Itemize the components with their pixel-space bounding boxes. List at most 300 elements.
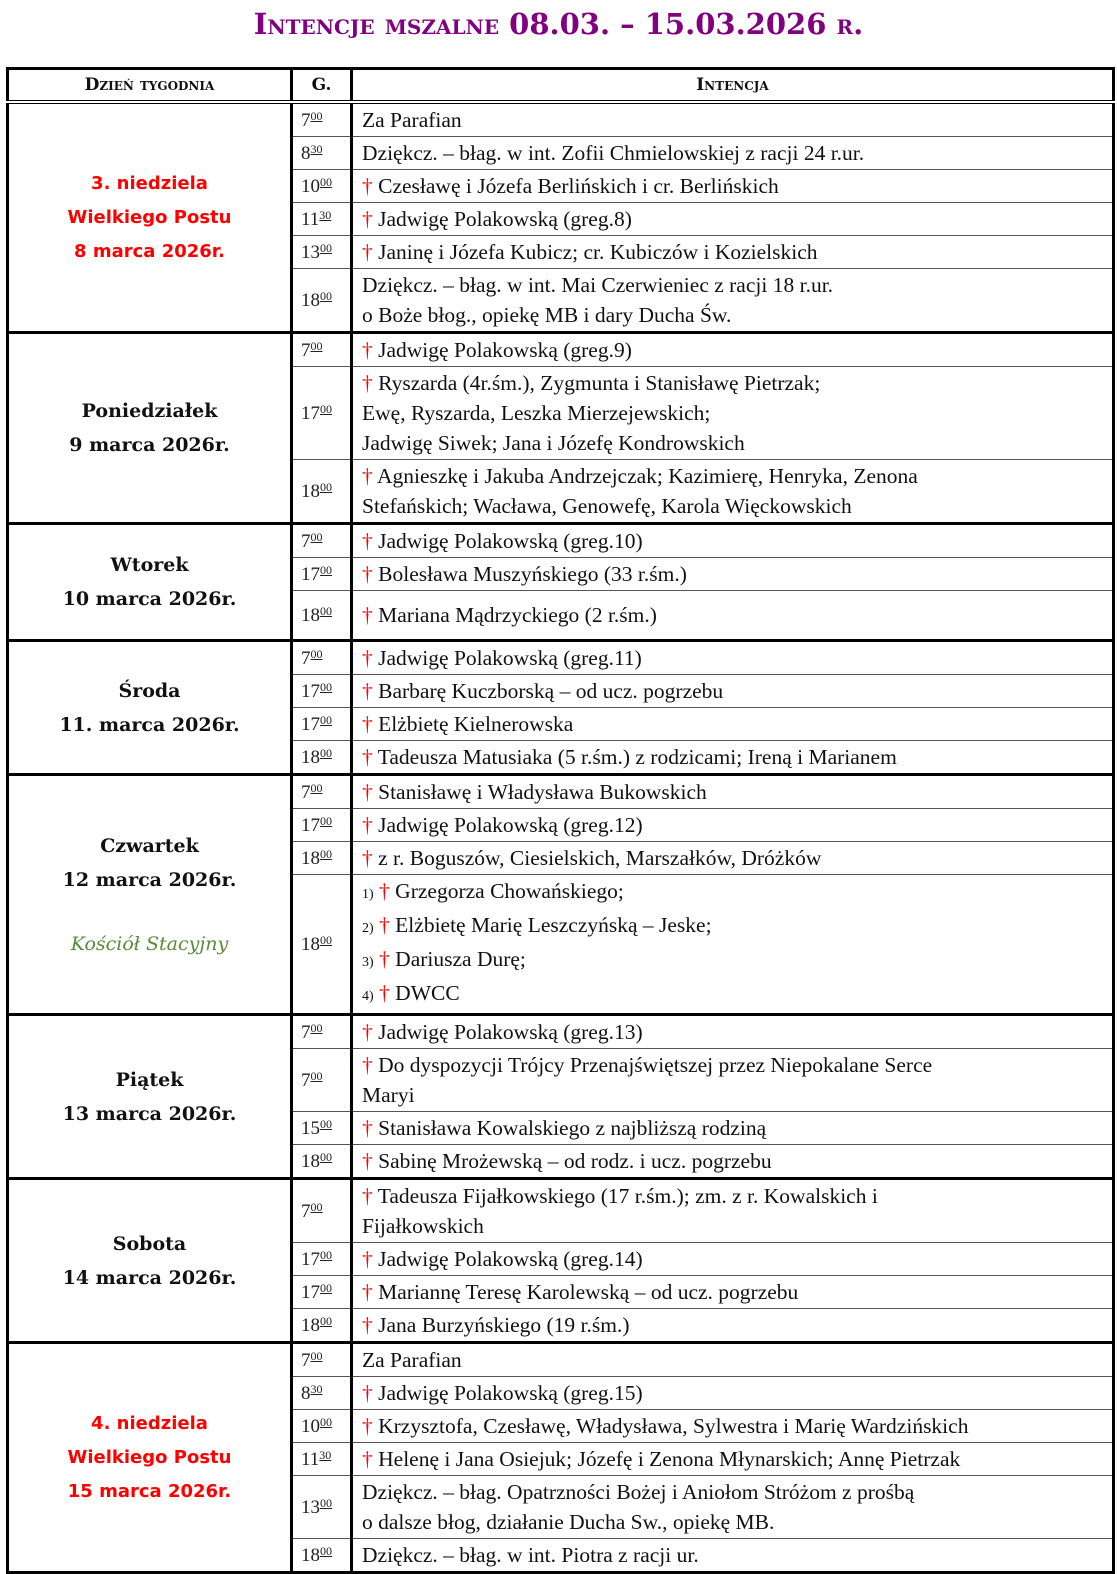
cross-icon: †	[362, 1381, 373, 1405]
intention-text	[352, 1476, 1114, 1539]
mass-hour	[292, 102, 352, 137]
cross-icon: †	[362, 529, 373, 553]
intention-line: Ryszarda (4r.śm.), Zygmunta i Stanisławę Pietrzak;	[378, 371, 821, 395]
minute-value: 00	[310, 646, 323, 661]
mass-hour	[292, 137, 352, 170]
minute-value: 00	[320, 846, 332, 861]
mass-hour	[292, 1179, 352, 1243]
intention-line-wrap	[362, 777, 1112, 807]
minute-value: 00	[320, 1543, 332, 1558]
hour-value: 8	[301, 142, 311, 164]
intention-line: Sabinę Mrożewską – od rodz. i ucz. pogrzebu	[378, 1149, 772, 1173]
intention-line: Maryi	[362, 1083, 415, 1107]
minute-value: 00	[310, 108, 323, 123]
day-name: 3. niedziela	[91, 172, 208, 194]
hour-value: 7	[301, 1069, 311, 1091]
intention-line: Dziękcz. – błag. w int. Zofii Chmielowskiej z racji 24 r.ur.	[362, 141, 865, 165]
intention-line: Dziękcz. – błag. Opatrzności Bożej i Aniołom Stróżom z prośbą	[362, 1480, 915, 1504]
intention-line-wrap	[362, 1113, 1112, 1143]
cross-icon: †	[362, 1053, 373, 1077]
intention-line: Mariana Mądrzyckiego (2 r.śm.)	[378, 603, 657, 627]
item-number: 2)	[362, 921, 374, 936]
intention-text	[352, 1410, 1114, 1443]
cross-icon: †	[362, 240, 373, 264]
mass-hour	[292, 1443, 352, 1476]
intention-line-wrap	[362, 105, 1112, 135]
intention-line: o dalsze błog, działanie Ducha Sw., opiekę MB.	[362, 1510, 775, 1534]
intention-text	[352, 809, 1114, 842]
minute-value: 30	[310, 141, 323, 156]
intention-line-wrap	[362, 171, 1112, 201]
numbered-intention	[362, 876, 1112, 910]
minute-value: 00	[320, 479, 332, 494]
intention-line: Jadwigę Polakowską (greg.12)	[378, 813, 643, 837]
intention-line-wrap	[362, 1277, 1112, 1307]
intention-text	[352, 775, 1114, 809]
intention-line: Stanisławę i Władysława Bukowskich	[378, 780, 707, 804]
intention-line: Tadeusza Matusiaka (5 r.śm.) z rodzicami; Ireną i Marianem	[377, 745, 897, 769]
intention-text	[352, 1015, 1114, 1049]
page-title: Intencje mszalne 08.03. – 15.03.2026 r.	[253, 7, 864, 41]
intention-line: Elżbietę Kielnerowska	[378, 712, 574, 736]
hour-value: 7	[301, 1021, 311, 1043]
cross-icon: †	[362, 679, 373, 703]
intention-line: Janinę i Józefa Kubicz; cr. Kubiczów i Kozielskich	[378, 240, 818, 264]
minute-value: 00	[320, 813, 332, 828]
intention-line-wrap	[362, 1540, 1112, 1570]
intention-line-wrap	[362, 204, 1112, 234]
intention-text	[352, 842, 1114, 875]
cross-icon: †	[362, 1280, 373, 1304]
minute-value: 00	[320, 1116, 332, 1131]
cross-icon: †	[362, 1184, 373, 1208]
intention-text	[352, 269, 1114, 333]
table-row	[8, 775, 1114, 809]
intention-text	[352, 675, 1114, 708]
intention-line-wrap	[362, 742, 1112, 772]
intention-line-wrap	[362, 138, 1112, 168]
cross-icon: †	[362, 712, 373, 736]
intention-text	[352, 1377, 1114, 1410]
day-label-line: Wielkiego Postu	[67, 206, 232, 228]
cross-icon: †	[379, 913, 390, 937]
intention-line-wrap	[362, 526, 1112, 556]
day-cell	[8, 1179, 292, 1343]
table-row	[8, 1015, 1114, 1049]
intention-text	[352, 1343, 1114, 1377]
intention-line: Stefańskich; Wacława, Genowefę, Karola Więckowskich	[362, 494, 852, 518]
cross-icon: †	[362, 562, 373, 586]
day-cell	[8, 1343, 292, 1573]
hour-value: 17	[301, 563, 320, 585]
minute-value: 00	[320, 603, 332, 618]
hour-value: 18	[301, 1314, 320, 1336]
intention-line: Ewę, Ryszarda, Leszka Mierzejewskich;	[362, 401, 711, 425]
minute-value: 00	[320, 1414, 332, 1429]
mass-hour	[292, 1145, 352, 1179]
mass-hour	[292, 641, 352, 675]
cross-icon: †	[362, 780, 373, 804]
intention-line: Jadwigę Polakowską (greg.8)	[378, 207, 632, 231]
cross-icon: †	[362, 371, 373, 395]
intention-line: Elżbietę Marię Leszczyńską – Jeske;	[395, 913, 712, 937]
header-intention: Intencja	[352, 69, 1114, 103]
intention-line: Za Parafian	[362, 1348, 462, 1372]
intention-line-wrap	[362, 270, 1112, 300]
intention-line-wrap	[362, 300, 1112, 330]
mass-hour	[292, 1476, 352, 1539]
hour-value: 7	[301, 1200, 311, 1222]
cross-icon: †	[362, 745, 373, 769]
minute-value: 00	[320, 1247, 332, 1262]
intention-text	[352, 1179, 1114, 1243]
intention-text	[352, 236, 1114, 269]
intention-line: Dariusza Durę;	[395, 947, 526, 971]
intention-line-wrap	[362, 1211, 1112, 1241]
intention-text	[352, 558, 1114, 591]
hour-value: 13	[301, 241, 320, 263]
header-hour: G.	[292, 69, 352, 103]
intention-line: Tadeusza Fijałkowskiego (17 r.śm.); zm. z r. Kowalskich i	[377, 1184, 878, 1208]
cross-icon: †	[362, 1247, 373, 1271]
cross-icon: †	[379, 947, 390, 971]
mass-hour	[292, 1049, 352, 1112]
cross-icon: †	[379, 981, 390, 1005]
intention-line-wrap	[362, 843, 1112, 873]
intention-line: Jadwigę Polakowską (greg.10)	[378, 529, 643, 553]
day-label-line: 12 marca 2026r.	[62, 868, 237, 891]
hour-value: 7	[301, 339, 311, 361]
day-name: Czwartek	[100, 834, 199, 857]
intention-line: Dziękcz. – błag. w int. Mai Czerwieniec z racji 18 r.ur.	[362, 273, 834, 297]
hour-value: 17	[301, 402, 320, 424]
intention-line: Jadwigę Polakowską (greg.9)	[378, 338, 632, 362]
day-name: Wtorek	[110, 554, 189, 576]
minute-value: 00	[320, 1313, 332, 1328]
minute-value: 00	[320, 679, 332, 694]
mass-hour	[292, 1343, 352, 1377]
intention-text	[352, 333, 1114, 367]
minute-value: 00	[320, 745, 332, 760]
numbered-intention	[362, 978, 1112, 1012]
mass-hour	[292, 1539, 352, 1573]
minute-value: 30	[319, 1447, 332, 1462]
intention-line: Jana Burzyńskiego (19 r.śm.)	[378, 1313, 630, 1337]
day-label-line: 15 marca 2026r.	[67, 1480, 232, 1502]
mass-hour	[292, 1112, 352, 1145]
day-label-line: 10 marca 2026r.	[62, 588, 237, 610]
intention-line-wrap	[362, 1017, 1112, 1047]
mass-hour	[292, 708, 352, 741]
mass-hour	[292, 524, 352, 558]
intention-text	[352, 1539, 1114, 1573]
day-name: Sobota	[112, 1232, 187, 1255]
intention-line-wrap	[362, 559, 1112, 589]
hour-value: 7	[301, 781, 311, 803]
minute-value: 00	[310, 1199, 323, 1214]
day-label-line: 11. marca 2026r.	[59, 713, 240, 736]
hour-value: 13	[301, 1496, 320, 1518]
minute-value: 00	[320, 562, 332, 577]
intention-line: Fijałkowskich	[362, 1214, 484, 1238]
intention-text	[352, 367, 1114, 460]
cross-icon: †	[362, 846, 373, 870]
mass-hour	[292, 367, 352, 460]
intention-line-wrap	[362, 1444, 1112, 1474]
mass-hour	[292, 741, 352, 775]
hour-value: 7	[301, 530, 311, 552]
intention-line: Jadwigę Siwek; Jana i Józefę Kondrowskich	[362, 431, 745, 455]
intention-line-wrap	[362, 1310, 1112, 1340]
day-name: Poniedziałek	[81, 400, 218, 422]
mass-hour	[292, 1276, 352, 1309]
intention-line: Barbarę Kuczborską – od ucz. pogrzebu	[378, 679, 724, 703]
cross-icon: †	[362, 1414, 373, 1438]
minute-value: 30	[319, 207, 332, 222]
hour-value: 18	[301, 847, 320, 869]
intention-line: Jadwigę Polakowską (greg.15)	[378, 1381, 643, 1405]
cross-icon: †	[362, 338, 373, 362]
intention-line-wrap	[362, 676, 1112, 706]
minute-value: 00	[320, 288, 332, 303]
mass-hour	[292, 775, 352, 809]
minute-value: 00	[320, 1280, 332, 1295]
cross-icon: †	[379, 879, 390, 903]
minute-value: 00	[310, 1020, 323, 1035]
hour-value: 17	[301, 814, 320, 836]
hour-value: 18	[301, 1150, 320, 1172]
intention-text	[352, 1112, 1114, 1145]
hour-value: 18	[301, 933, 320, 955]
intention-line: Za Parafian	[362, 108, 462, 132]
numbered-intention	[362, 944, 1112, 978]
intention-text	[352, 102, 1114, 137]
intention-line-wrap	[362, 643, 1112, 673]
hour-value: 10	[301, 1415, 320, 1437]
mass-hour	[292, 1309, 352, 1343]
intention-text	[352, 460, 1114, 524]
day-cell	[8, 524, 292, 641]
numbered-intention	[362, 910, 1112, 944]
intention-line-wrap	[362, 709, 1112, 739]
cross-icon: †	[362, 1116, 373, 1140]
minute-value: 00	[310, 1068, 323, 1083]
intention-text	[352, 1243, 1114, 1276]
cross-icon: †	[362, 1447, 373, 1471]
mass-hour	[292, 460, 352, 524]
cross-icon: †	[362, 464, 373, 488]
intention-text	[352, 875, 1114, 1015]
station-church-note: Kościół Stacyjny	[70, 932, 229, 955]
hour-value: 18	[301, 604, 320, 626]
table-row	[8, 1179, 1114, 1243]
intention-line: Stanisława Kowalskiego z najbliższą rodziną	[378, 1116, 767, 1140]
intention-line-wrap	[362, 335, 1112, 365]
intention-line-wrap	[362, 1050, 1112, 1080]
intention-line: Grzegorza Chowańskiego;	[395, 879, 624, 903]
intention-line-wrap	[362, 461, 1112, 491]
day-name: Piątek	[115, 1068, 184, 1091]
hour-value: 7	[301, 647, 311, 669]
intention-text	[352, 708, 1114, 741]
hour-value: 17	[301, 680, 320, 702]
intention-line: DWCC	[395, 981, 460, 1005]
intention-line-wrap	[362, 491, 1112, 521]
minute-value: 00	[320, 932, 332, 947]
table-row	[8, 1343, 1114, 1377]
intention-text	[352, 137, 1114, 170]
intention-line-wrap	[362, 428, 1112, 458]
day-cell	[8, 641, 292, 775]
hour-value: 15	[301, 1117, 320, 1139]
mass-hour	[292, 333, 352, 367]
intention-text	[352, 203, 1114, 236]
mass-hour	[292, 875, 352, 1015]
intention-text	[352, 641, 1114, 675]
intention-line-wrap	[362, 600, 1112, 630]
cross-icon: †	[362, 1313, 373, 1337]
intention-line-wrap	[362, 1411, 1112, 1441]
table-body	[8, 102, 1114, 1573]
hour-value: 10	[301, 175, 320, 197]
minute-value: 00	[310, 529, 323, 544]
hour-value: 18	[301, 746, 320, 768]
cross-icon: †	[362, 1020, 373, 1044]
day-cell	[8, 1015, 292, 1179]
intention-line-wrap	[362, 1378, 1112, 1408]
minute-value: 00	[310, 338, 323, 353]
mass-hour	[292, 809, 352, 842]
day-label-line: 14 marca 2026r.	[62, 1266, 237, 1289]
hour-value: 8	[301, 1382, 311, 1404]
day-cell	[8, 333, 292, 524]
intention-text	[352, 741, 1114, 775]
day-label-line: 13 marca 2026r.	[62, 1102, 237, 1125]
intention-text	[352, 1309, 1114, 1343]
intention-line: o Boże błog., opiekę MB i dary Ducha Św.	[362, 303, 732, 327]
cross-icon: †	[362, 1149, 373, 1173]
intention-line: Helenę i Jana Osiejuk; Józefę i Zenona Młynarskich; Annę Pietrzak	[378, 1447, 961, 1471]
mass-intentions-table	[6, 67, 1115, 1574]
hour-value: 7	[301, 109, 311, 131]
hour-value: 17	[301, 1281, 320, 1303]
day-name: Środa	[118, 679, 181, 702]
mass-hour	[292, 1410, 352, 1443]
minute-value: 00	[320, 401, 332, 416]
intention-line-wrap	[362, 1146, 1112, 1176]
hour-value: 18	[301, 480, 320, 502]
intention-line: z r. Boguszów, Ciesielskich, Marszałków, Dróżków	[378, 846, 822, 870]
intention-text	[352, 1443, 1114, 1476]
intention-line-wrap	[362, 237, 1112, 267]
item-number: 4)	[362, 989, 374, 1004]
mass-hour	[292, 591, 352, 641]
hour-value: 18	[301, 289, 320, 311]
intention-line: Czesławę i Józefa Berlińskich i cr. Berlińskich	[378, 174, 779, 198]
intention-text	[352, 524, 1114, 558]
day-name: 4. niedziela	[91, 1412, 208, 1434]
table-row	[8, 333, 1114, 367]
mass-hour	[292, 236, 352, 269]
intention-text	[352, 1145, 1114, 1179]
cross-icon: †	[362, 207, 373, 231]
intention-line: Jadwigę Polakowską (greg.11)	[378, 646, 642, 670]
table-row	[8, 102, 1114, 137]
intention-line-wrap	[362, 1477, 1112, 1507]
day-cell	[8, 102, 292, 333]
intention-line-wrap	[362, 1244, 1112, 1274]
intention-line-wrap	[362, 398, 1112, 428]
mass-hour	[292, 203, 352, 236]
minute-value: 00	[320, 240, 332, 255]
minute-value: 00	[310, 1348, 323, 1363]
minute-value: 30	[310, 1381, 323, 1396]
mass-hour	[292, 842, 352, 875]
hour-value: 7	[301, 1349, 311, 1371]
intention-line: Jadwigę Polakowską (greg.14)	[378, 1247, 643, 1271]
intention-line-wrap	[362, 368, 1112, 398]
cross-icon: †	[362, 813, 373, 837]
intention-line: Jadwigę Polakowską (greg.13)	[378, 1020, 643, 1044]
intention-text	[352, 591, 1114, 641]
intention-text	[352, 1276, 1114, 1309]
hour-value: 17	[301, 713, 320, 735]
intention-text	[352, 1049, 1114, 1112]
day-label-line: Wielkiego Postu	[67, 1446, 232, 1468]
intention-line: Agnieszkę i Jakuba Andrzejczak; Kazimierę, Henryka, Zenona	[376, 464, 918, 488]
intention-line: Mariannę Teresę Karolewską – od ucz. pogrzebu	[378, 1280, 799, 1304]
intention-line: Dziękcz. – błag. w int. Piotra z racji ur.	[362, 1543, 699, 1567]
minute-value: 00	[310, 780, 323, 795]
intention-line: Bolesława Muszyńskiego (33 r.śm.)	[378, 562, 687, 586]
table-row	[8, 641, 1114, 675]
cross-icon: †	[362, 646, 373, 670]
intention-line-wrap	[362, 1181, 1112, 1211]
intention-line-wrap	[362, 1345, 1112, 1375]
intention-line-wrap	[362, 1080, 1112, 1110]
minute-value: 00	[320, 712, 332, 727]
item-number: 3)	[362, 955, 374, 970]
day-label-line: 8 marca 2026r.	[74, 240, 225, 262]
item-number: 1)	[362, 887, 374, 902]
cross-icon: †	[362, 174, 373, 198]
intention-text	[352, 170, 1114, 203]
hour-value: 11	[301, 208, 320, 230]
mass-hour	[292, 558, 352, 591]
intention-line: Krzysztofa, Czesławę, Władysława, Sylwestra i Marię Wardzińskich	[378, 1414, 969, 1438]
table-row	[8, 524, 1114, 558]
hour-value: 11	[301, 1448, 320, 1470]
hour-value: 18	[301, 1544, 320, 1566]
minute-value: 00	[320, 1495, 332, 1510]
mass-hour	[292, 1243, 352, 1276]
day-cell	[8, 775, 292, 1015]
intention-line-wrap	[362, 1507, 1112, 1537]
minute-value: 00	[320, 174, 332, 189]
table-header-row	[8, 69, 1114, 103]
hour-value: 17	[301, 1248, 320, 1270]
mass-hour	[292, 1377, 352, 1410]
header-day: Dzień tygodnia	[8, 69, 292, 103]
cross-icon: †	[362, 603, 373, 627]
minute-value: 00	[320, 1149, 332, 1164]
mass-hour	[292, 675, 352, 708]
mass-hour	[292, 170, 352, 203]
mass-hour	[292, 269, 352, 333]
mass-hour	[292, 1015, 352, 1049]
intention-line-wrap	[362, 810, 1112, 840]
day-label-line: 9 marca 2026r.	[69, 434, 230, 456]
